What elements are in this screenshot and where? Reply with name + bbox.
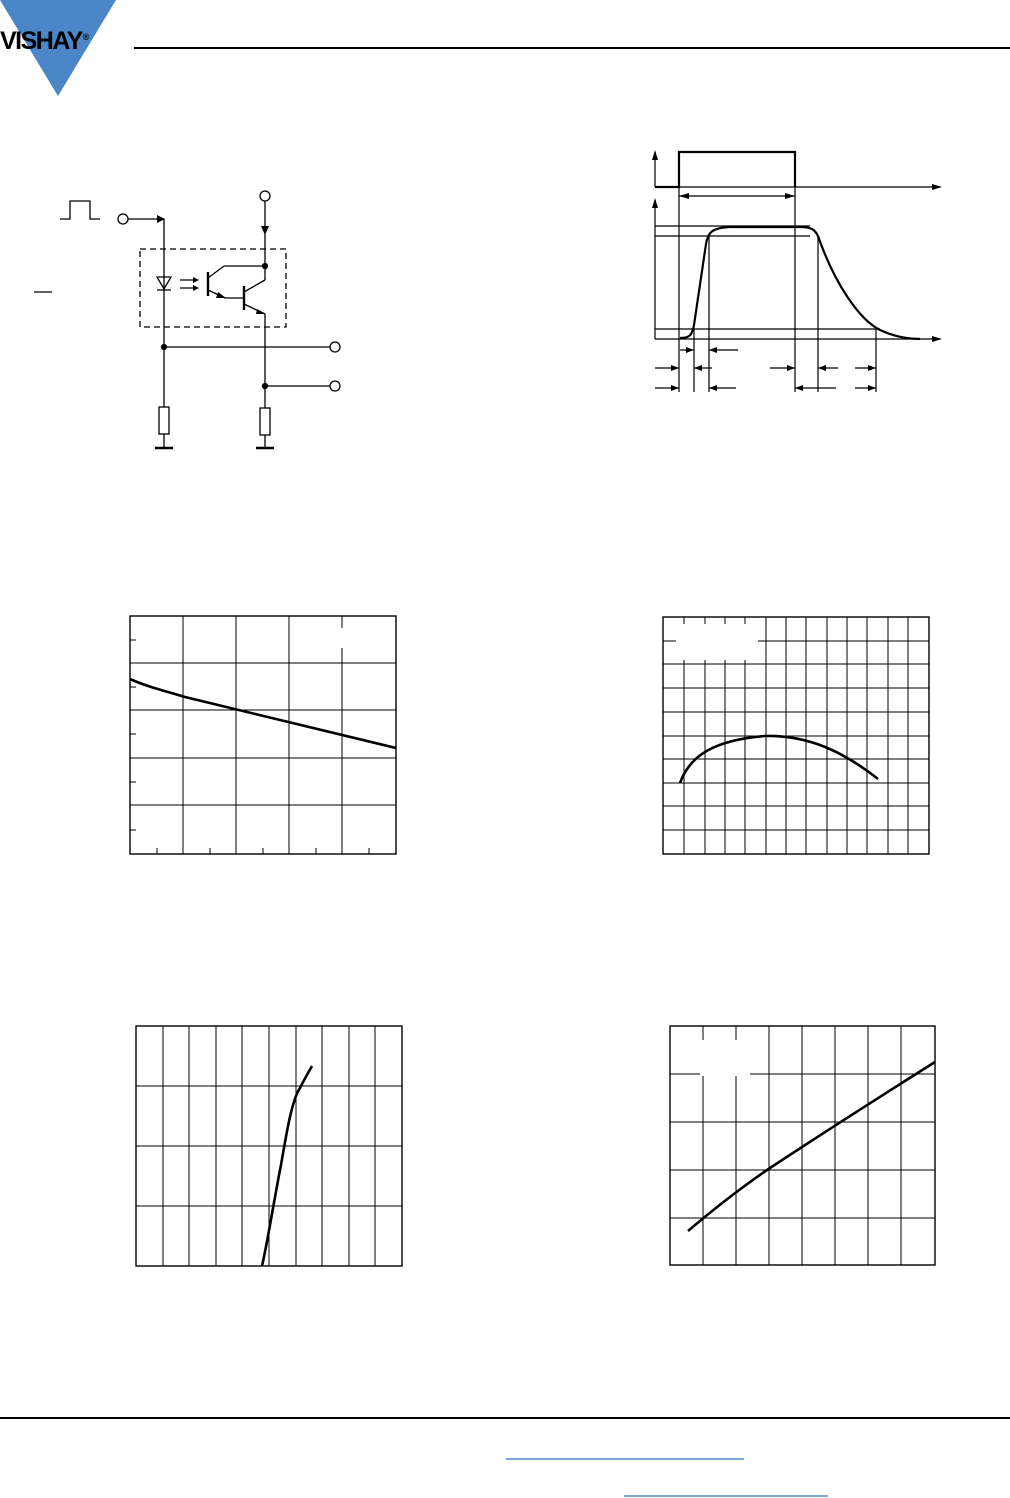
resistor-1 bbox=[159, 407, 169, 434]
optocoupler-outline bbox=[140, 249, 286, 327]
output-waveform bbox=[680, 227, 920, 339]
graph-4 bbox=[670, 1026, 935, 1265]
graph-3 bbox=[136, 1026, 402, 1266]
output-terminal-1 bbox=[330, 342, 340, 352]
graph-4-curve bbox=[688, 1062, 935, 1231]
graph-1-curve bbox=[130, 679, 396, 748]
darlington-transistor-symbol bbox=[208, 264, 266, 314]
logo-wordmark: VISHAY bbox=[0, 27, 82, 55]
graph-1 bbox=[130, 616, 396, 854]
led-symbol bbox=[157, 277, 199, 291]
registered-mark: ® bbox=[82, 32, 90, 42]
resistor-2 bbox=[260, 408, 270, 435]
input-pulse-waveform bbox=[655, 152, 795, 187]
graph-2 bbox=[663, 617, 929, 854]
vishay-logo-text bbox=[0, 24, 118, 55]
output-terminal-2 bbox=[330, 381, 340, 391]
input-terminal bbox=[118, 214, 128, 224]
switching-time-diagram bbox=[652, 150, 942, 392]
supply-terminal bbox=[260, 191, 270, 201]
input-pulse-symbol bbox=[60, 201, 100, 219]
test-circuit-schematic bbox=[34, 191, 340, 448]
